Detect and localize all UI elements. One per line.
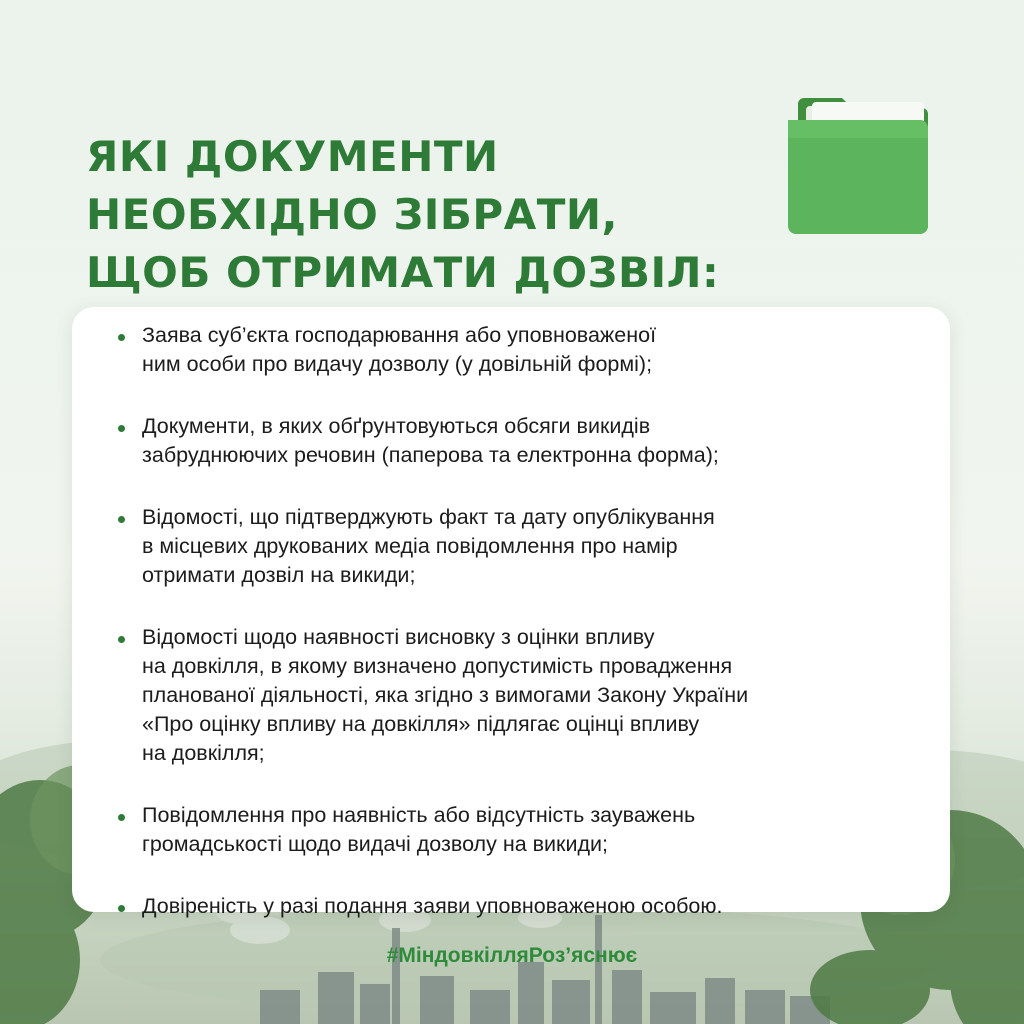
list-item [118,503,918,590]
list-item-line: планованої діяльності, яка згідно з вимогами Закону України [142,683,749,707]
list-item-line: на довкілля, в якому визначено допустимість провадження [142,654,733,678]
list-item-line: Відомості щодо наявності висновку з оцінки впливу [142,625,655,649]
bullet-icon [118,636,125,643]
hashtag: #МіндовкілляРоз’яснює [386,944,638,967]
bullet-icon [118,814,125,821]
list-item-line: Відомості, що підтверджують факт та дату опублікування [142,505,715,529]
title-line: ЯКІ ДОКУМЕНТИ [86,132,499,181]
list-item-line: Повідомлення про наявність або відсутність зауважень [142,803,696,827]
list-item-line: Заява суб’єкта господарювання або уповноваженої [142,323,657,347]
list-item-line: «Про оцінку впливу на довкілля» підлягає оцінці впливу [142,712,700,736]
list-item-line: Документи, в яких обґрунтовуються обсяги викидів [142,414,651,438]
list-item-line: громадськості щодо видачі дозволу на викиди; [142,832,608,856]
list-item-line: в місцевих друкованих медіа повідомлення про намір [142,534,678,558]
list-item-line: на довкілля; [142,741,265,765]
list-item-line: забруднюючих речовин (паперова та електронна форма); [142,443,719,467]
bullet-icon [118,334,125,341]
list-item [118,892,918,921]
documents-card [72,307,950,918]
list-item [118,623,918,768]
title-line: ЩОБ ОТРИМАТИ ДОЗВІЛ: [86,248,720,297]
folder-icon [780,84,940,244]
list-item-line: Довіреність у разі подання заяви уповноваженою особою. [142,894,723,918]
page-title [86,128,719,302]
list-item-line: отримати дозвіл на викиди; [142,563,416,587]
bullet-icon [118,905,125,912]
list-item [118,321,918,379]
list-item [118,801,918,859]
bullet-icon [118,425,125,432]
list-item [118,412,918,470]
bullet-icon [118,516,125,523]
list-item-line: ним особи про видачу дозволу (у довільній формі); [142,352,653,376]
title-line: НЕОБХІДНО ЗІБРАТИ, [86,190,618,239]
documents-list [118,321,918,954]
